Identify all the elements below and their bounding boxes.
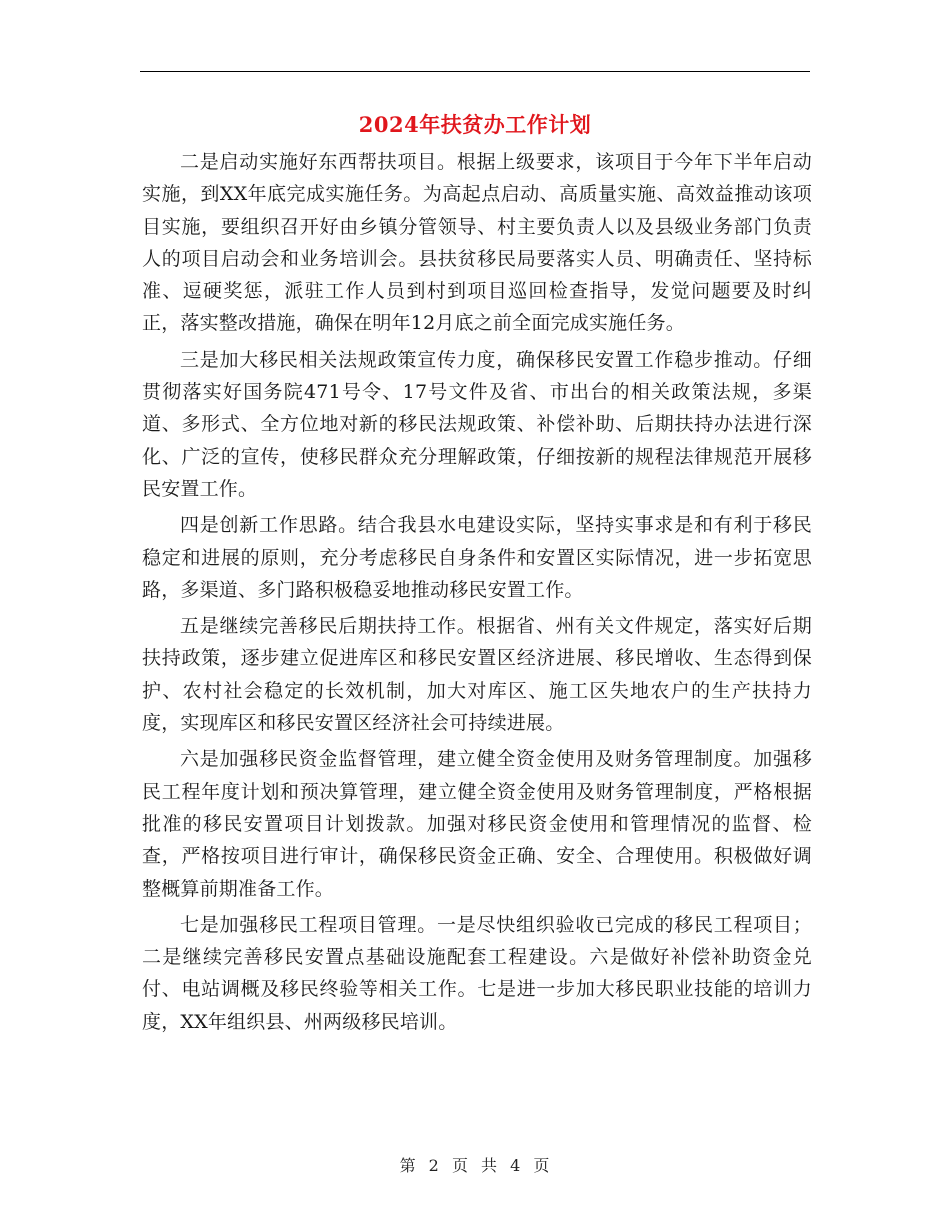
page-number-footer: 第 2 页 共 4 页 [399, 1156, 551, 1175]
paragraph-3: 三是加大移民相关法规政策宣传力度，确保移民安置工作稳步推动。仔细贯彻落实好国务院471号令、17号文件及省、市出台的相关政策法规，多渠道、多形式、全方位地对新的移民法规政策、补偿补助、后期扶持办法进行深化、广泛的宣传，使移民群众充分理解政策，仔细按新的规程法律规范开展移民安置工作。 [142, 348, 812, 500]
paragraph-5: 五是继续完善移民后期扶持工作。根据省、州有关文件规定，落实好后期扶持政策，逐步建立促进库区和移民安置区经济进展、移民增收、生态得到保护、农村社会稳定的长效机制，加大对库区、施工区失地农户的生产扶持力度，实现库区和移民安置区经济社会可持续进展。 [142, 615, 812, 735]
paragraph-7: 七是加强移民工程项目管理。一是尽快组织验收已完成的移民工程项目；二是继续完善移民安置点基础设施配套工程建设。六是做好补偿补助资金兑付、电站调概及移民终验等相关工作。七是进一步加大移民职业技能的培训力度，XX年组织县、州两级移民培训。 [142, 913, 812, 1033]
paragraph-2: 二是启动实施好东西帮扶项目。根据上级要求，该项目于今年下半年启动实施，到XX年底完成实施任务。为高起点启动、高质量实施、高效益推动该项目实施，要组织召开好由乡镇分管领导、村主要负责人以及县级业务部门负责人的项目启动会和业务培训会。县扶贫移民局要落实人员、明确责任、坚持标准、逗硬奖惩，派驻工作人员到村到项目巡回检查指导，发觉问题要及时纠正，落实整改措施，确保在明年12月底之前全面完成实施任务。 [142, 151, 812, 335]
document-body [142, 146, 812, 1038]
paragraph-6: 六是加强移民资金监督管理，建立健全资金使用及财务管理制度。加强移民工程年度计划和预决算管理，建立健全资金使用及财务管理制度，严格根据批准的移民安置项目计划拨款。加强对移民资金使用和管理情况的监督、检查，严格按项目进行审计，确保移民资金正确、安全、合理使用。积极做好调整概算前期准备工作。 [142, 748, 812, 900]
header-rule [140, 71, 810, 72]
paragraph-4: 四是创新工作思路。结合我县水电建设实际，坚持实事求是和有利于移民稳定和进展的原则，充分考虑移民自身条件和安置区实际情况，进一步拓宽思路，多渠道、多门路积极稳妥地推动移民安置工作。 [142, 514, 812, 601]
document-title: 2024年扶贫办工作计划 [358, 112, 592, 137]
